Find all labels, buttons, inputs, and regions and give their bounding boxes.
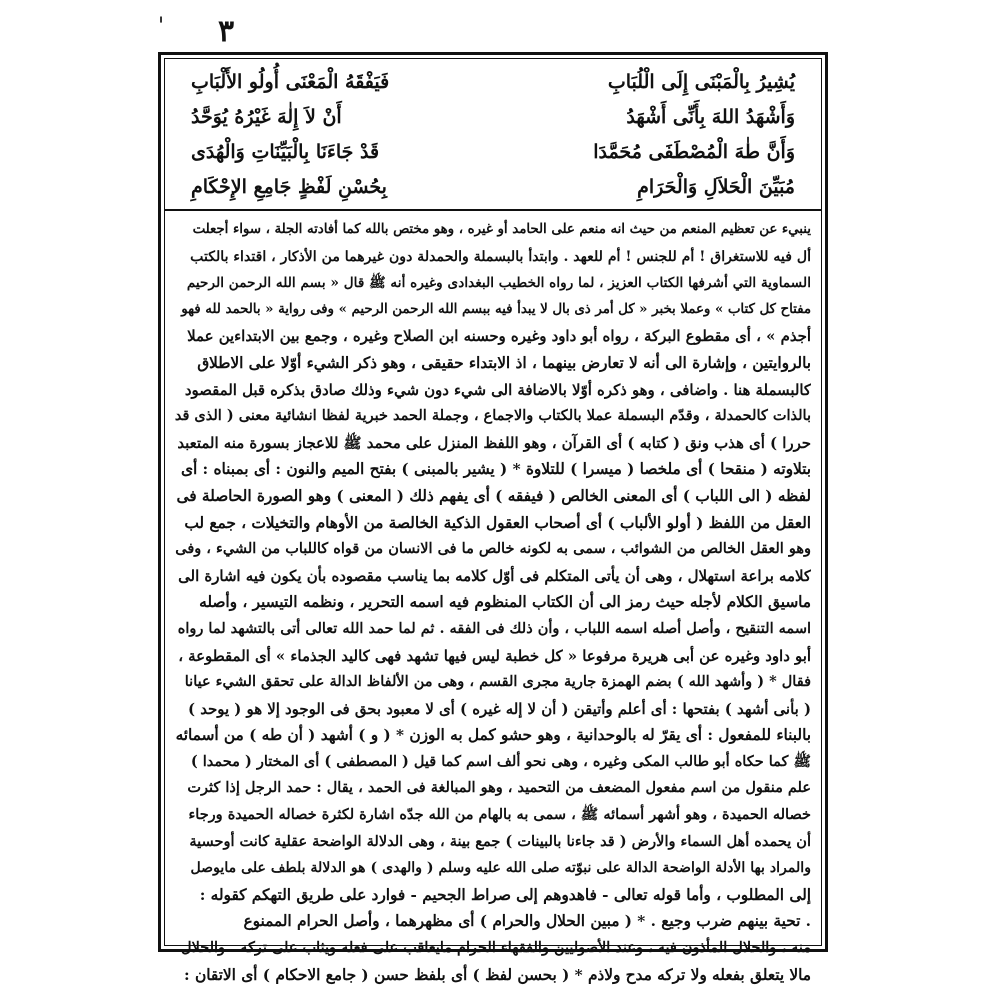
commentary-line: مفتاح كل كتاب » وعملا بخبر « كل أمر ذى بال لا يبدأ فيه ببسم الله الرحمن الرحيم » وفى رواية « بالحمد لله فهو bbox=[181, 301, 811, 317]
verse-first-hemistich: يُشِيرُ بِالْمَبْنَى إِلَى الْلُبَابِ bbox=[607, 71, 795, 93]
commentary-line: السماوية التي أشرفها الكتاب العزيز ، لما رواه الخطيب البغدادى وغيره أنه ﷺ قال « بسم الله الرحمن الرحيم bbox=[186, 275, 811, 292]
verse-second-hemistich: أَنْ لاَ إِلٰهَ غَيْرُهُ يُوَحَّدُ bbox=[191, 106, 342, 128]
verse-first-hemistich: وَأَنَّ طٰهَ الْمُصْطَفَى مُحَمَّدَا bbox=[593, 141, 795, 163]
commentary-line: خصاله الحميدة ، وهو أشهر أسمائه ﷺ ، سمى به بالهام من الله جدّه اشارة لكثرة خصاله الحميدة ورجاء bbox=[188, 806, 811, 824]
verse-first-hemistich: مُبَيِّنَ الْحَلاَلِ وَالْحَرَامِ bbox=[637, 176, 795, 198]
commentary-block bbox=[165, 211, 821, 988]
commentary-line: بالبناء للمفعول : أى يقرّ له بالوحدانية ، وهو حشو كمل به الوزن * ( و ) أشهد ( أن طه ) من أسمائه bbox=[175, 726, 811, 745]
corner-mark: ' bbox=[158, 14, 165, 39]
commentary-line: أجذم » ، أى مقطوع البركة ، رواه أبو داود وغيره وحسنه ابن الصلاح وغيره ، وجمع بين الابتداءين عملا bbox=[187, 327, 811, 346]
commentary-line: أبو داود وغيره عن أبى هريرة مرفوعا « كل خطبة ليس فيها تشهد فهى كاليد الجذماء » أى المقطوعة ، bbox=[178, 646, 811, 665]
commentary-line: ﷺ كما حكاه أبو طالب المكى وغيره ، وهى نحو ألف اسم كما قيل ( المصطفى ) أى المختار ( محمدا ) bbox=[190, 752, 811, 770]
poem-verse bbox=[191, 170, 795, 205]
commentary-line: إلى المطلوب ، وأما قوله تعالى - فاهدوهم إلى صراط الجحيم - فوارد على طريق التهكم كقوله : bbox=[199, 885, 811, 904]
page-inner-frame bbox=[164, 58, 822, 984]
commentary-line: ماسيق الكلام لأجله حيث رمز الى أن الكتاب المنظوم فيه اسمه التحرير ، ونظمه التيسير ، وأصله bbox=[199, 593, 811, 612]
commentary-line: كلامه براعة استهلال ، وهى أن يأتى المتكلم فى أوّل كلامه بما يناسب مقصوده بأن يكون فيه اشارة الى bbox=[178, 566, 811, 585]
verse-first-hemistich: وَأَشْهَدُ اللهَ بِأَنِّى أَشْهَدُ bbox=[626, 106, 795, 128]
commentary-line: أن يحمده أهل السماء والأرض ( قد جاءنا بالبينات ) جمع بينة ، وهى الدلالة الواضحة عقلية كانت أوحسية bbox=[189, 832, 811, 850]
commentary-line: بالذات كالحمدلة ، وقدّم البسملة عملا بالكتاب والاجماع ، وجملة الحمد خبرية لفظا انشائية معنى ( الذى قد bbox=[175, 407, 811, 425]
commentary-line: وهو العقل الخالص من الشوائب ، سمى به لكونه خالص ما فى الانسان من قواه كاللباب من الشيء ، وفى bbox=[175, 540, 811, 558]
commentary-line: أل فيه للاستغراق ! أم للجنس ! أم للعهد . وابتدأ بالبسملة والحمدلة دون غيرهما من الأذكار ، اقتداء بالكتب bbox=[190, 248, 811, 265]
commentary-line: علم منقول من اسم مفعول المضعف من التحميد ، وهو المبالغة فى الحمد ، يقال : حمد الرجل إذا كثرت bbox=[187, 779, 811, 797]
commentary-line: العقل من اللفظ ( أولو الألباب ) أى أصحاب العقول الذكية الخالصة من الأوهام والتخيلات ، جمع لب bbox=[184, 513, 811, 532]
page-number: ٣ bbox=[218, 14, 235, 49]
commentary-line: لفظه ( الى اللباب ) أى المعنى الخالص ( فيفقه ) أى يفهم ذلك ( المعنى ) وهو الصورة الحاصلة فى bbox=[176, 486, 811, 505]
commentary-line: اسمه التنقيح ، وأصل أصله اسمه اللباب ، وأن ذلك فى الفقه . ثم لما حمد الله تعالى أتى بالتشهد لما رواه bbox=[177, 619, 811, 637]
commentary-line: حررا ) أى هذب ونق ( كتابه ) أى القرآن ، وهو اللفظ المنزل على محمد ﷺ للاعجاز بسورة منه المتعبد bbox=[177, 433, 811, 452]
poem-verse bbox=[191, 100, 795, 135]
verse-second-hemistich: بِحُسْنِ لَفْظٍ جَامِعِ الإِحْكَامِ bbox=[191, 176, 387, 198]
commentary-line: ينبيء عن تعظيم المنعم من حيث انه منعم على الحامد أو غيره ، وهو مختص بالله كما أفادته الجلة ، سواء أجعلت bbox=[192, 222, 811, 237]
verse-second-hemistich: قَدْ جَاءَنَا بِالْبَيِّنَاتِ وَالْهُدَى bbox=[191, 141, 380, 163]
commentary-line: فقال * ( وأشهد الله ) بضم الهمزة جارية مجرى القسم ، وهى من الألفاظ الدالة على تحقق الشيء عيانا bbox=[184, 673, 811, 691]
commentary-line: ( بأنى أشهد ) بفتحها : أى أعلم وأتيقن ( أن لا إله غيره ) أى لا معبود بحق فى الوجود إلا هو ( يوحد ) bbox=[188, 699, 811, 718]
poem-verse bbox=[191, 135, 795, 170]
page-frame bbox=[158, 52, 828, 984]
commentary-line: . تحية بينهم ضرب وجيع . * ( مبين الحلال والحرام ) أى مظهرهما ، وأصل الحرام الممنوع bbox=[243, 912, 811, 931]
verse-second-hemistich: فَيَفْقَهُ الْمَعْنَى أُولُو الأَلْبَابِ bbox=[191, 71, 390, 93]
commentary-line: والمراد بها الأدلة الواضحة الدالة على نبوّته صلى الله عليه وسلم ( والهدى ) هو الدلالة بلطف على مايوصل bbox=[190, 860, 811, 877]
poem-verse bbox=[191, 65, 795, 100]
commentary-line: بتلاوته ( منقحا ) أى ملخصا ( ميسرا ) للتلاوة * ( يشير بالمبنى ) بفتح الميم والنون : أى بمبناه : أى bbox=[180, 460, 811, 479]
commentary-line: كالبسملة هنا . واضافى ، وهو ذكره أوّلا بالاضافة الى شيء دون شيء وذلك صادق بذكره قبل المقصود bbox=[184, 380, 811, 399]
commentary-line: مالا يتعلق بفعله ولا تركه مدح ولاذم * ( بحسن لفظ ) أى بلفظ حسن ( جامع الاحكام ) أى الاتقان : bbox=[184, 965, 811, 984]
poem-block bbox=[165, 59, 821, 211]
commentary-line: منه ، والحلال المأذون فيه ، وعند الأصوليين والفقهاء الحرام مايعاقب على فعله ويثاب على تركه . والحلال bbox=[181, 939, 811, 957]
commentary-line: بالروايتين ، وإشارة الى أنه لا تعارض بينهما ، اذ الابتداء حقيقى ، وهو ذكر الشيء أوّلا على الاطلاق bbox=[197, 353, 811, 372]
